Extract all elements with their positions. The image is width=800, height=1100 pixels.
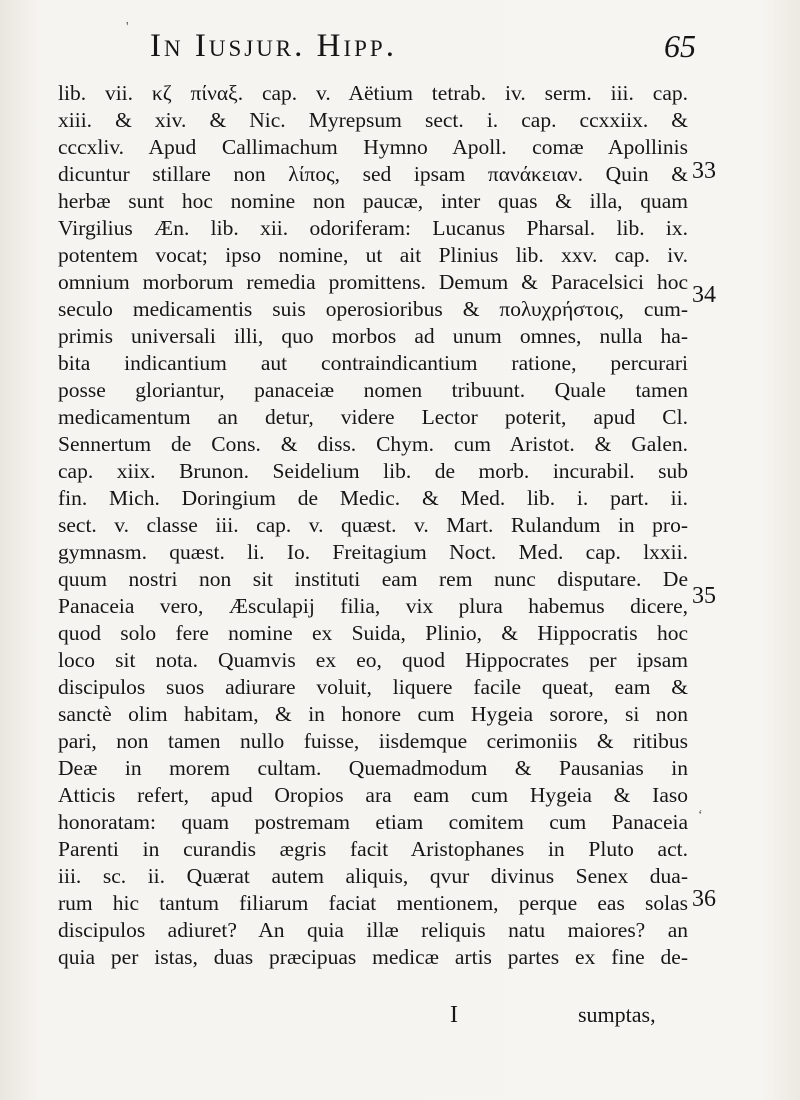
text-line: sanctè olim habitam, & in honore cum Hygeia sorore, si non: [58, 702, 688, 726]
text-line: discipulos adiuret? An quia illæ reliquis natu maiores? an: [58, 918, 688, 942]
text-line: quum nostri non sit instituti eam rem nunc disputare. De: [58, 567, 688, 591]
margin-note-36: 36: [692, 886, 716, 912]
text-line: loco sit nota. Quamvis ex eo, quod Hippocrates per ipsam: [58, 648, 688, 672]
body-text: [58, 80, 688, 971]
text-line: xiii. & xiv. & Nic. Myrepsum sect. i. cap. ccxxiix. &: [58, 108, 688, 132]
page-header: [150, 28, 710, 78]
text-line: bita indicantium aut contraindicantium ratione, percurari: [58, 351, 688, 375]
text-line: Sennertum de Cons. & diss. Chym. cum Aristot. & Galen.: [58, 432, 688, 456]
margin-note-34: 34: [692, 282, 716, 308]
text-line: cap. xiix. Brunon. Seidelium lib. de morb. incurabil. sub: [58, 459, 688, 483]
text-line: Deæ in morem cultam. Quemadmodum & Pausanias in: [58, 756, 688, 780]
signature-mark: I: [450, 1002, 458, 1028]
text-line: fin. Mich. Doringium de Medic. & Med. lib. i. part. ii.: [58, 486, 688, 510]
ink-speck: ': [126, 20, 129, 35]
text-line: discipulos suos adiurare voluit, liquere facile queat, eam &: [58, 675, 688, 699]
text-line: rum hic tantum filiarum faciat mentionem, perque eas solas: [58, 891, 688, 915]
text-line: medicamentum an detur, videre Lector poterit, apud Cl.: [58, 405, 688, 429]
text-line: herbæ sunt hoc nomine non paucæ, inter quas & illa, quam: [58, 189, 688, 213]
text-line: primis universali illi, quo morbos ad unum omnes, nulla ha-: [58, 324, 688, 348]
ink-speck: ‘: [698, 808, 703, 823]
text-line: quod solo fere nomine ex Suida, Plinio, & Hippocratis hoc: [58, 621, 688, 645]
text-line: sect. v. classe iii. cap. v. quæst. v. Mart. Rulandum in pro-: [58, 513, 688, 537]
text-line: seculo medicamentis suis operosioribus & πολυχρήστοις, cum-: [58, 297, 688, 321]
text-line: Virgilius Æn. lib. xii. odoriferam: Lucanus Pharsal. lib. ix.: [58, 216, 688, 240]
text-line: Panaceia vero, Æsculapij filia, vix plura habemus dicere,: [58, 594, 688, 618]
catchword: sumptas,: [578, 1002, 656, 1027]
text-line: posse gloriantur, panaceiæ nomen tribuunt. Quale tamen: [58, 378, 688, 402]
margin-note-35: 35: [692, 583, 716, 609]
text-line: cccxliv. Apud Callimachum Hymno Apoll. comæ Apollinis: [58, 135, 688, 159]
text-line: Parenti in curandis ægris facit Aristophanes in Pluto act.: [58, 837, 688, 861]
text-line: potentem vocat; ipso nomine, ut ait Plinius lib. xxv. cap. iv.: [58, 243, 688, 267]
page-number: 65: [664, 28, 696, 64]
text-line: gymnasm. quæst. li. Io. Freitagium Noct. Med. cap. lxxii.: [58, 540, 688, 564]
text-line: iii. sc. ii. Quærat autem aliquis, qvur divinus Senex dua-: [58, 864, 688, 888]
margin-note-33: 33: [692, 158, 716, 184]
text-line: honoratam: quam postremam etiam comitem cum Panaceia: [58, 810, 688, 834]
text-line: dicuntur stillare non λίπος, sed ipsam πανάκειαν. Quin &: [58, 162, 688, 186]
text-line: omnium morborum remedia promittens. Demum & Paracelsici hoc: [58, 270, 688, 294]
text-line: Atticis refert, apud Oropios ara eam cum Hygeia & Iaso: [58, 783, 688, 807]
text-line: lib. vii. κζ πίναξ. cap. v. Aëtium tetrab. iv. serm. iii. cap.: [58, 81, 688, 105]
text-line: quia per istas, duas præcipuas medicæ artis partes ex fine de-: [58, 945, 688, 969]
text-line: pari, non tamen nullo fuisse, iisdemque cerimoniis & ritibus: [58, 729, 688, 753]
running-title: In Iusjur. Hipp.: [150, 28, 397, 64]
